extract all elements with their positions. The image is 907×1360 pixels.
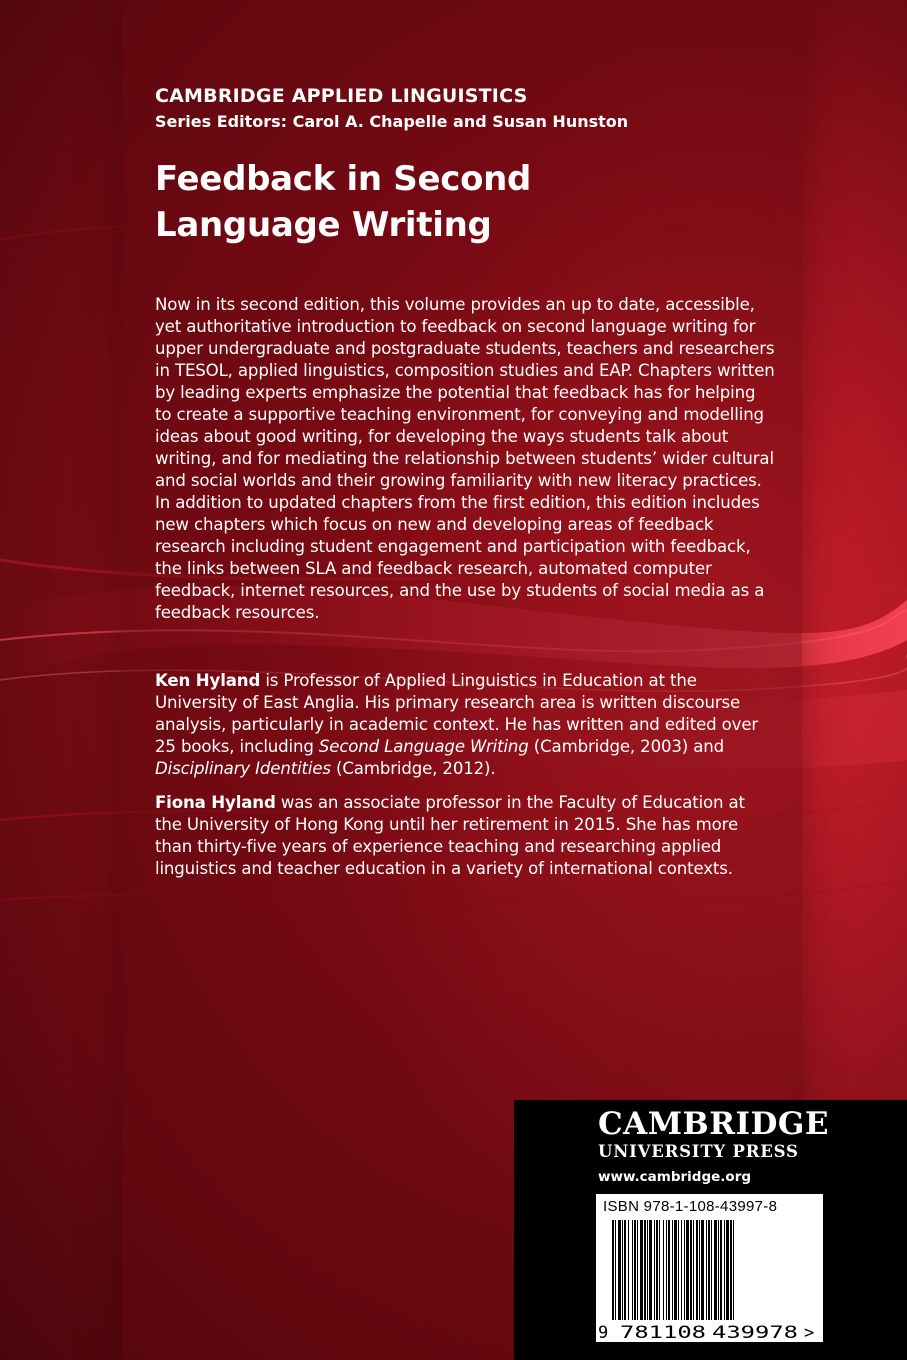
barcode-bar-group <box>612 1220 734 1320</box>
barcode-bar <box>706 1220 707 1320</box>
barcode-bar <box>678 1220 679 1320</box>
barcode-bar <box>686 1220 689 1320</box>
barcode-bar <box>724 1220 725 1320</box>
barcode-bar <box>647 1220 648 1320</box>
barcode-bar <box>663 1220 664 1320</box>
barcode-bar <box>730 1220 732 1320</box>
barcode-bar <box>674 1220 677 1320</box>
author-name: Ken Hyland <box>155 671 261 690</box>
series-editors: Series Editors: Carol A. Chapelle and Susan Hunston <box>155 112 629 131</box>
author-bio-fiona-hyland <box>155 792 765 880</box>
author-bio-text: (Cambridge, 2012). <box>330 759 496 778</box>
publisher-logo-name: CAMBRIDGE <box>598 1106 829 1142</box>
barcode-bar <box>714 1220 717 1320</box>
barcode-bar <box>696 1220 698 1320</box>
publisher-block <box>514 1100 907 1360</box>
barcode-bars <box>596 1194 823 1342</box>
barcode-bar <box>666 1220 667 1320</box>
barcode-bar <box>637 1220 638 1320</box>
barcode-bar <box>644 1220 646 1320</box>
barcode-right-digits: 439978 <box>712 1323 798 1342</box>
barcode-bar <box>693 1220 694 1320</box>
barcode-bar <box>733 1220 734 1320</box>
barcode-bar <box>681 1220 682 1320</box>
barcode-bar <box>615 1220 616 1320</box>
barcode-bar <box>668 1220 670 1320</box>
barcode-left-digits: 781108 <box>620 1323 706 1342</box>
barcode-bar <box>640 1220 643 1320</box>
barcode-bar <box>618 1220 621 1320</box>
book-reference: Second Language Writing <box>318 737 529 756</box>
book-description: Now in its second edition, this volume provides an up to date, accessible, yet authoritative introduction to feedback on second language writing for upper undergraduate and postgraduate students, teachers and researchers in TESOL, applied linguistics, composition studies and EAP. Chapters written by leading experts emphasize the potential that feedback has for helping to create a supportive teaching environment, for conveying and modelling ideas about good writing, for developing the ways students talk about writing, and for mediating the relationship between students’ wider cultural and social worlds and their growing familiarity with new literacy practices. In addition to updated chapters from the first edition, this edition includes new chapters which focus on new and developing areas of feedback research including student engagement and participation with feedback, the links between SLA and feedback research, automated computer feedback, internet resources, and the use by students of social media as a feedback resources. <box>155 295 775 622</box>
barcode-bar <box>720 1220 722 1320</box>
barcode-bar <box>649 1220 652 1320</box>
barcode-bar <box>711 1220 712 1320</box>
barcode-bar <box>612 1220 614 1320</box>
barcode-first-digit: 9 <box>598 1323 609 1342</box>
cover-text-content <box>155 82 785 880</box>
barcode-bar <box>622 1220 623 1320</box>
barcode-bar <box>654 1220 655 1320</box>
isbn-label: ISBN 978-1-108-43997-8 <box>603 1198 778 1215</box>
series-name: CAMBRIDGE APPLIED LINGUISTICS <box>155 85 528 107</box>
barcode-bar <box>708 1220 710 1320</box>
barcode-bar <box>656 1220 658 1320</box>
barcode-bar <box>726 1220 729 1320</box>
book-title: Feedback in Second Language Writing <box>155 159 532 245</box>
publisher-logo-subtitle: UNIVERSITY PRESS <box>598 1142 799 1161</box>
isbn-barcode <box>596 1194 823 1342</box>
barcode-bar <box>690 1220 692 1320</box>
author-bio-text: (Cambridge, 2003) and <box>528 737 725 756</box>
book-reference: Disciplinary Identities <box>155 759 331 778</box>
barcode-bar <box>672 1220 673 1320</box>
barcode-bar <box>701 1220 704 1320</box>
barcode-bar <box>634 1220 636 1320</box>
barcode-arrow: > <box>804 1323 815 1342</box>
author-name: Fiona Hyland <box>155 793 276 812</box>
author-bio-ken-hyland <box>155 670 765 780</box>
barcode-bar <box>699 1220 700 1320</box>
author-bio-text: was an associate professor in the Faculty of Education at the University of Hong Kong until her retirement in 2015. She has more than thirty-five years of experience teaching and researching applied linguistics and teacher education in a variety of international contexts. <box>155 793 745 878</box>
barcode-bar <box>684 1220 685 1320</box>
barcode-bar <box>624 1220 626 1320</box>
publisher-url: www.cambridge.org <box>598 1169 752 1185</box>
barcode-bar <box>659 1220 660 1320</box>
barcode-bar <box>628 1220 629 1320</box>
barcode-bar <box>718 1220 719 1320</box>
author-bio-text: is Professor of Applied Linguistics in Education at the University of East Anglia. His primary research area is written discourse analysis, particularly in academic context. He has written and edited over 25 books, including <box>155 671 759 756</box>
barcode-bar <box>632 1220 633 1320</box>
